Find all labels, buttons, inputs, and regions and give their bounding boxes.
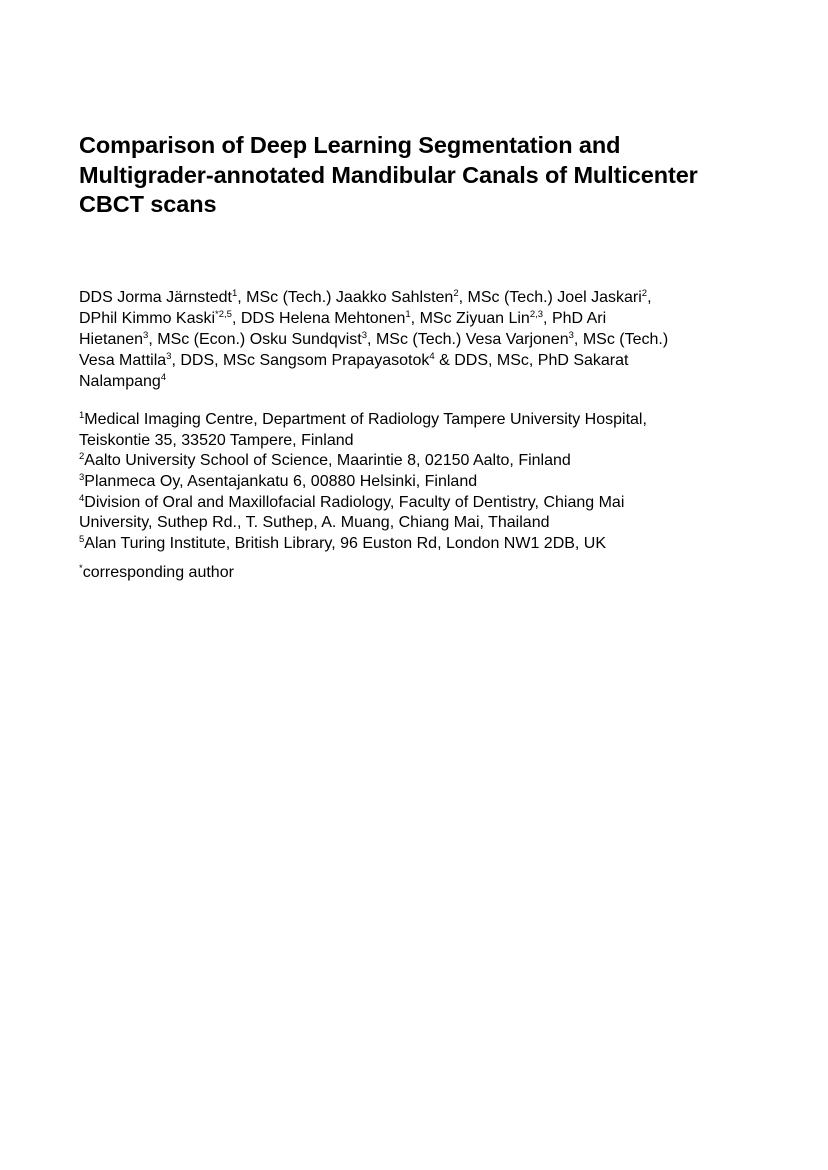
- author-affiliation-marker: 3: [166, 351, 172, 362]
- author-affiliation-marker: 2: [641, 288, 648, 299]
- author-name: , DDS Helena Mehtonen: [231, 310, 406, 327]
- affiliation-line: [79, 493, 779, 514]
- author-name: DPhil Kimmo Kaski: [79, 310, 216, 327]
- affiliation-line: [79, 451, 779, 472]
- affiliation-list: [79, 410, 779, 555]
- author-list: [79, 287, 779, 392]
- author-name: , MSc (Econ.) Osku Sundqvist: [148, 331, 362, 348]
- corresponding-author-marker: *: [79, 563, 83, 574]
- affiliation-text: Division of Oral and Maxillofacial Radiology, Faculty of Dentistry, Chiang Mai: [84, 493, 625, 511]
- author-name: DDS Jorma Järnstedt: [79, 289, 232, 306]
- author-affiliation-marker: 3: [568, 330, 574, 341]
- author-name: , MSc Ziyuan Lin: [410, 310, 530, 327]
- author-line: [79, 329, 779, 350]
- affiliation-text: Aalto University School of Science, Maarintie 8, 02150 Aalto, Finland: [84, 452, 571, 470]
- author-name: , DDS, MSc Sangsom Prapayasotok: [171, 352, 430, 369]
- author-affiliation-marker: 3: [361, 330, 368, 341]
- paper-title-line: Multigrader-annotated Mandibular Canals of Multicenter: [79, 161, 698, 188]
- author-name: Nalampang: [79, 373, 161, 390]
- author-name: , MSc (Tech.) Joel Jaskari: [458, 289, 642, 306]
- affiliation-number: 2: [79, 451, 85, 463]
- paper-title-line: Comparison of Deep Learning Segmentation and: [79, 132, 621, 158]
- affiliation-line: [79, 431, 779, 452]
- affiliation-text: Alan Turing Institute, British Library, 96 Euston Rd, London NW1 2DB, UK: [84, 535, 607, 553]
- author-line: [79, 371, 779, 392]
- author-line: [79, 350, 779, 371]
- affiliation-text: Planmeca Oy, Asentajankatu 6, 00880 Helsinki, Finland: [84, 473, 478, 491]
- author-affiliation-marker: 1: [231, 288, 238, 299]
- affiliation-text: Medical Imaging Centre, Department of Radiology Tampere University Hospital,: [84, 411, 647, 428]
- affiliation-number: 3: [79, 472, 85, 484]
- author-name: Vesa Mattila: [79, 352, 167, 369]
- author-affiliation-marker: 2,3: [529, 309, 544, 320]
- author-affiliation-marker: 3: [143, 330, 149, 341]
- author-name: , MSc (Tech.) Vesa Varjonen: [367, 331, 569, 348]
- author-name: Hietanen: [79, 331, 144, 348]
- author-name: , MSc (Tech.): [573, 331, 669, 348]
- affiliation-text: University, Suthep Rd., T. Suthep, A. Muang, Chiang Mai, Thailand: [79, 514, 550, 532]
- affiliation-number: 5: [79, 534, 85, 546]
- author-line: [79, 287, 779, 308]
- corresponding-author-note: [79, 563, 234, 583]
- affiliation-line: [79, 534, 779, 555]
- author-affiliation-marker: 4: [160, 372, 167, 383]
- affiliation-number: 1: [79, 410, 85, 421]
- affiliation-line: [79, 513, 779, 534]
- affiliation-line: [79, 472, 779, 493]
- author-line: [79, 308, 779, 329]
- author-name: , MSc (Tech.) Jaakko Sahlsten: [237, 289, 454, 306]
- author-name: , PhD Ari: [543, 310, 607, 327]
- affiliation-text: Teiskontie 35, 33520 Tampere, Finland: [79, 431, 354, 449]
- corresponding-author-text: corresponding author: [82, 564, 234, 581]
- affiliation-number: 4: [79, 492, 85, 504]
- author-affiliation-marker: 4: [429, 351, 435, 362]
- author-name: & DDS, MSc, PhD Sakarat: [434, 352, 629, 369]
- author-affiliation-marker: 1: [405, 309, 411, 320]
- author-affiliation-marker: *2,5: [215, 309, 232, 320]
- author-affiliation-marker: 2: [453, 288, 459, 299]
- paper-title-line: CBCT scans: [79, 191, 217, 217]
- author-separator: ,: [647, 289, 652, 306]
- affiliation-line: [79, 410, 779, 431]
- paper-title: [79, 131, 779, 220]
